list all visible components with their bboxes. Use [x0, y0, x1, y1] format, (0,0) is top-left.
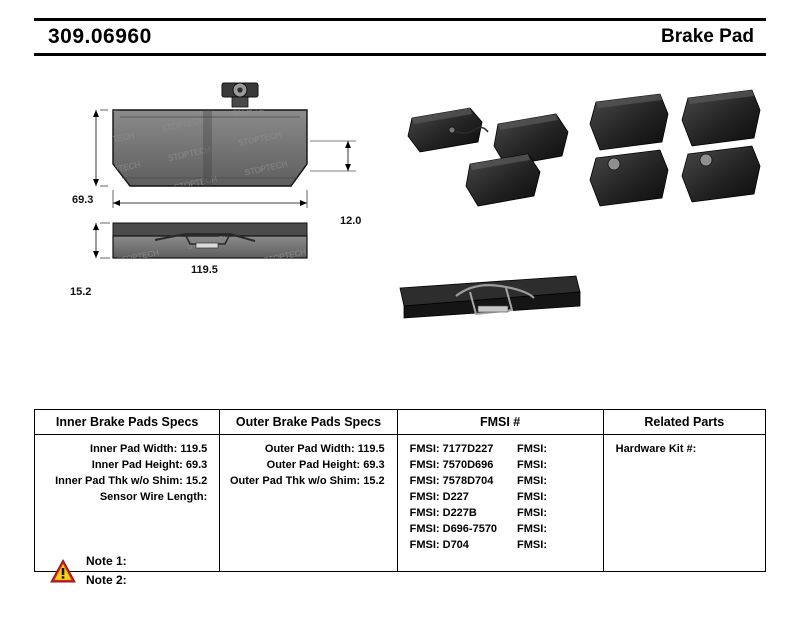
- fmsi-row: [404, 457, 597, 473]
- product-type: Brake Pad: [661, 26, 754, 47]
- note-line-2: Note 2:: [86, 573, 127, 587]
- fmsi-left-value: FMSI: 7177D227: [409, 443, 494, 455]
- note-line-1: Note 1:: [86, 554, 127, 568]
- fmsi-row: [404, 505, 597, 521]
- fmsi-row: [404, 521, 597, 537]
- drawing-svg: [0, 60, 800, 390]
- fmsi-right-value: FMSI:: [517, 491, 547, 503]
- dim-label-width: 119.5: [191, 264, 218, 276]
- dim-label-total-thickness: 15.2: [70, 286, 92, 298]
- fmsi-column: [398, 410, 604, 571]
- spec-line: Outer Pad Width: 119.5: [264, 443, 385, 455]
- fmsi-left-value: FMSI: 7570D696: [409, 459, 494, 471]
- note-lines: [86, 552, 127, 590]
- related-parts-body: [604, 435, 765, 571]
- spec-line: Inner Pad Height: 69.3: [91, 459, 208, 471]
- technical-drawing: [0, 60, 800, 390]
- spec-line: Inner Pad Width: 119.5: [90, 443, 208, 455]
- fmsi-row: [404, 537, 597, 553]
- outer-pad-specs-column: [220, 410, 397, 571]
- fmsi-right-value: FMSI:: [517, 459, 547, 471]
- inner-pad-specs-column: [35, 410, 220, 571]
- fmsi-left-value: FMSI: D704: [409, 539, 469, 551]
- outer-pad-specs-header: Outer Brake Pads Specs: [220, 410, 396, 435]
- pad-front-view: [93, 83, 356, 258]
- pad-set-photo-left: [408, 108, 568, 206]
- spec-line: Outer Pad Height: 69.3: [266, 459, 385, 471]
- related-parts-header: Related Parts: [604, 410, 765, 435]
- hardware-kit-line: Hardware Kit #:: [615, 443, 697, 455]
- fmsi-right-value: FMSI:: [517, 475, 547, 487]
- fmsi-right-value: FMSI:: [517, 523, 547, 535]
- spec-line: Outer Pad Thk w/o Shim: 15.2: [229, 475, 385, 487]
- part-number: 309.06960: [48, 25, 152, 48]
- spec-line: Sensor Wire Length:: [99, 491, 208, 503]
- fmsi-left-value: FMSI: D227B: [409, 507, 477, 519]
- inner-pad-specs-header: Inner Brake Pads Specs: [35, 410, 219, 435]
- specs-table: [34, 409, 766, 572]
- dim-label-friction-thickness: 12.0: [340, 215, 362, 227]
- fmsi-body: [398, 435, 603, 571]
- pad-edge-photo: [400, 276, 580, 318]
- fmsi-header: FMSI #: [398, 410, 603, 435]
- outer-pad-specs-body: [220, 435, 396, 571]
- fmsi-right-value: FMSI:: [517, 539, 547, 551]
- related-parts-column: [604, 410, 765, 571]
- fmsi-left-value: FMSI: 7578D704: [409, 475, 494, 487]
- fmsi-row: [404, 441, 597, 457]
- spec-line: Inner Pad Thk w/o Shim: 15.2: [55, 475, 208, 487]
- warning-triangle-icon: [50, 554, 76, 588]
- fmsi-left-value: FMSI: D696-7570: [409, 523, 498, 535]
- document-header: [34, 18, 766, 56]
- pad-set-photo-right: [590, 90, 760, 206]
- fmsi-row: [404, 473, 597, 489]
- notes-section: [50, 552, 127, 590]
- dim-label-height: 69.3: [72, 194, 94, 206]
- fmsi-row: [404, 489, 597, 505]
- fmsi-right-value: FMSI:: [517, 507, 547, 519]
- inner-pad-specs-body: [35, 435, 219, 571]
- fmsi-left-value: FMSI: D227: [409, 491, 469, 503]
- fmsi-right-value: FMSI:: [517, 443, 547, 455]
